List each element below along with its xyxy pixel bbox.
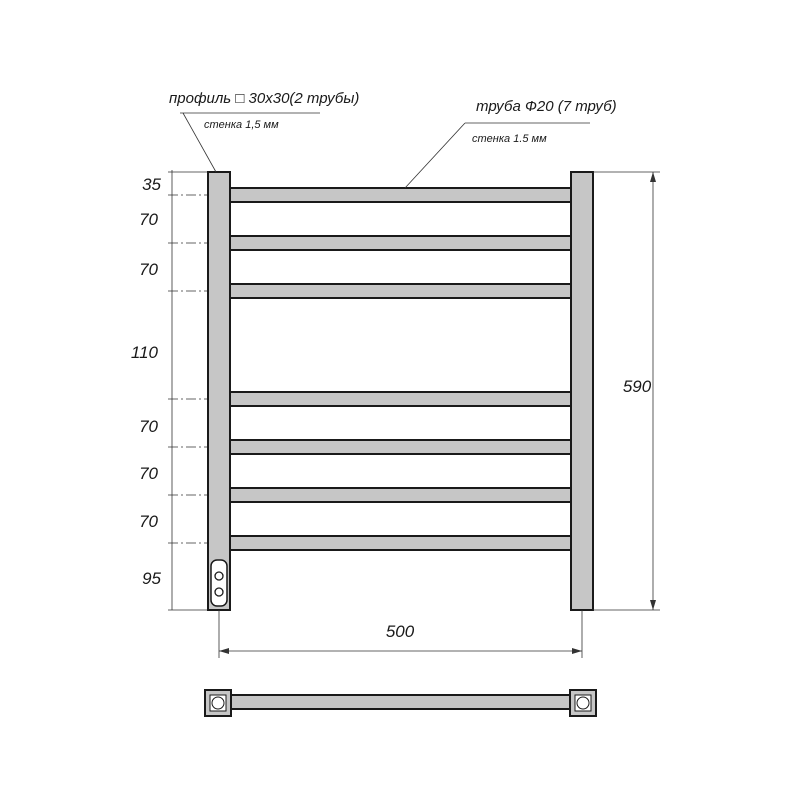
square-profile-end-icon bbox=[570, 690, 596, 716]
tube-2 bbox=[230, 236, 572, 250]
spacing-label-4: 110 bbox=[130, 343, 158, 362]
tube-4 bbox=[230, 392, 572, 406]
spacing-label-8: 95 bbox=[142, 569, 161, 588]
spacing-label-3: 70 bbox=[139, 260, 158, 279]
tube-3 bbox=[230, 284, 572, 298]
spacing-label-5: 70 bbox=[139, 417, 158, 436]
spacing-label-6: 70 bbox=[139, 464, 158, 483]
profile-title: профиль □ 30х30(2 трубы) bbox=[169, 90, 360, 107]
total-height-label: 590 bbox=[622, 377, 652, 396]
tube-6 bbox=[230, 488, 572, 502]
tube-title: труба Ф20 (7 труб) bbox=[476, 98, 617, 115]
square-profile-end-icon bbox=[205, 690, 231, 716]
left-vertical-profile bbox=[208, 172, 230, 610]
tube-wall-note: стенка 1.5 мм bbox=[472, 133, 547, 145]
width-label: 500 bbox=[385, 622, 415, 641]
plan-tube bbox=[230, 695, 572, 709]
spacing-labels bbox=[131, 175, 162, 588]
horizontal-tubes bbox=[230, 188, 572, 550]
plan-view bbox=[205, 690, 596, 716]
tube-1 bbox=[230, 188, 572, 202]
spacing-label-1: 35 bbox=[142, 175, 161, 194]
right-vertical-profile bbox=[571, 172, 593, 610]
spacing-label-2: 70 bbox=[139, 210, 158, 229]
tube-5 bbox=[230, 440, 572, 454]
electric-plug-icon bbox=[211, 560, 227, 606]
profile-wall-note: стенка 1,5 мм bbox=[204, 119, 279, 131]
tube-7 bbox=[230, 536, 572, 550]
spacing-label-7: 70 bbox=[139, 512, 158, 531]
